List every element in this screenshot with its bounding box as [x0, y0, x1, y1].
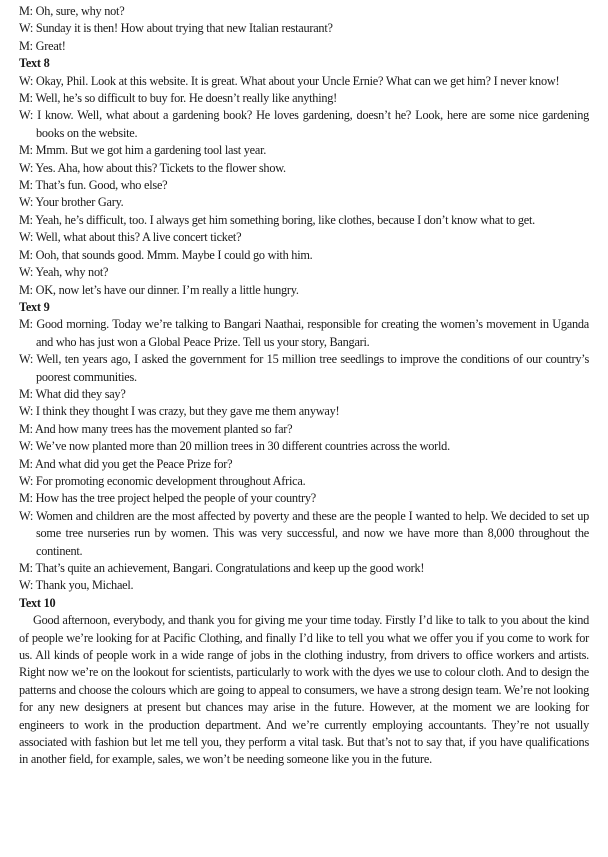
dialogue-line: M: Well, he’s so difficult to buy for. He doesn’t really like anything!: [19, 91, 338, 106]
text8-heading: Text 8: [19, 56, 50, 71]
monologue-paragraph: Good afternoon, everybody, and thank you for giving me your time today. Firstly I’d like to talk to you about the kind of people we’re looking for at Pacific Clothing, and finally I’d like to tell you what we offer you if you come to work for us. All kinds of people work in a wide range of jobs in the clothing industry, from drivers to office workers and artists. Right now we’re on the lookout for scientists, particularly to work with the dyes we use to colour cloth. And to design the patterns and choose the colours which are going to appeal to consumers, we have a strong design team. We’re not looking for any new designers at present but chances may arise in the future. However, at the moment we are looking for engineers to work in the production department. And we’re currently employing accountants. They’re not usually associated with fashion but let me tell you, they perform a vital task. But that’s not to say that, if you have qualifications in another field, for example, sales, we won’t be needing someone like you in the future.: [19, 613, 589, 767]
dialogue-line: W: Yeah, why not?: [19, 265, 109, 280]
dialogue-line: M: That’s fun. Good, who else?: [19, 178, 168, 193]
dialogue-line: M: OK, now let’s have our dinner. I’m really a little hungry.: [19, 282, 299, 297]
dialogue-line: M: And what did you get the Peace Prize for?: [19, 456, 233, 471]
dialogue-line: M: That’s quite an achievement, Bangari. Congratulations and keep up the good work!: [19, 561, 425, 575]
dialogue-line: W: For promoting economic development throughout Africa.: [19, 473, 306, 488]
dialogue-line: M: Ooh, that sounds good. Mmm. Maybe I could go with him.: [19, 247, 313, 262]
text10-heading: Text 10: [19, 595, 56, 610]
dialogue-line: W: Yes. Aha, how about this? Tickets to the flower show.: [19, 160, 286, 175]
dialogue-line: W: Sunday it is then! How about trying that new Italian restaurant?: [19, 21, 333, 36]
text9-heading: Text 9: [19, 299, 50, 314]
dialogue-line: M: And how many trees has the movement planted so far?: [19, 421, 293, 436]
dialogue-line: M: Mmm. But we got him a gardening tool last year.: [19, 143, 267, 158]
dialogue-line: M: Oh, sure, why not?: [19, 4, 125, 18]
dialogue-line: M: Yeah, he’s difficult, too. I always get him something boring, like clothes, because I don’t know what to get.: [19, 212, 535, 227]
dialogue-line: M: How has the tree project helped the people of your country?: [19, 491, 316, 506]
dialogue-line: W: I think they thought I was crazy, but they gave me them anyway!: [19, 404, 340, 419]
dialogue-line: M: What did they say?: [19, 386, 126, 401]
dialogue-line: M: Good morning. Today we’re talking to Bangari Naathai, responsible for creating the women’s movement in Uganda and who has just won a Global Peace Prize. Tell us your story, Bangari.: [19, 317, 589, 349]
dialogue-line: W: Well, ten years ago, I asked the government for 15 million tree seedlings to improve the conditions of our country’s poorest communities.: [19, 352, 589, 384]
dialogue-line: W: Okay, Phil. Look at this website. It is great. What about your Uncle Ernie? What can we get him? I never know!: [19, 73, 560, 88]
dialogue-line: W: Your brother Gary.: [19, 195, 124, 210]
dialogue-line: M: Great!: [19, 38, 66, 53]
dialogue-line: W: I know. Well, what about a gardening book? He loves gardening, doesn’t he? Look, here are some nice gardening books on the website.: [19, 108, 589, 140]
dialogue-line: W: Thank you, Michael.: [19, 578, 134, 593]
dialogue-line: W: Women and children are the most affected by poverty and these are the people I wanted to help. We decided to set up some tree nurseries run by women. This was very successful, and now we have more than 8,000 throughout the continent.: [19, 508, 589, 558]
dialogue-line: W: Well, what about this? A live concert ticket?: [19, 230, 242, 245]
dialogue-line: W: We’ve now planted more than 20 million trees in 30 different countries across the world.: [19, 439, 450, 454]
